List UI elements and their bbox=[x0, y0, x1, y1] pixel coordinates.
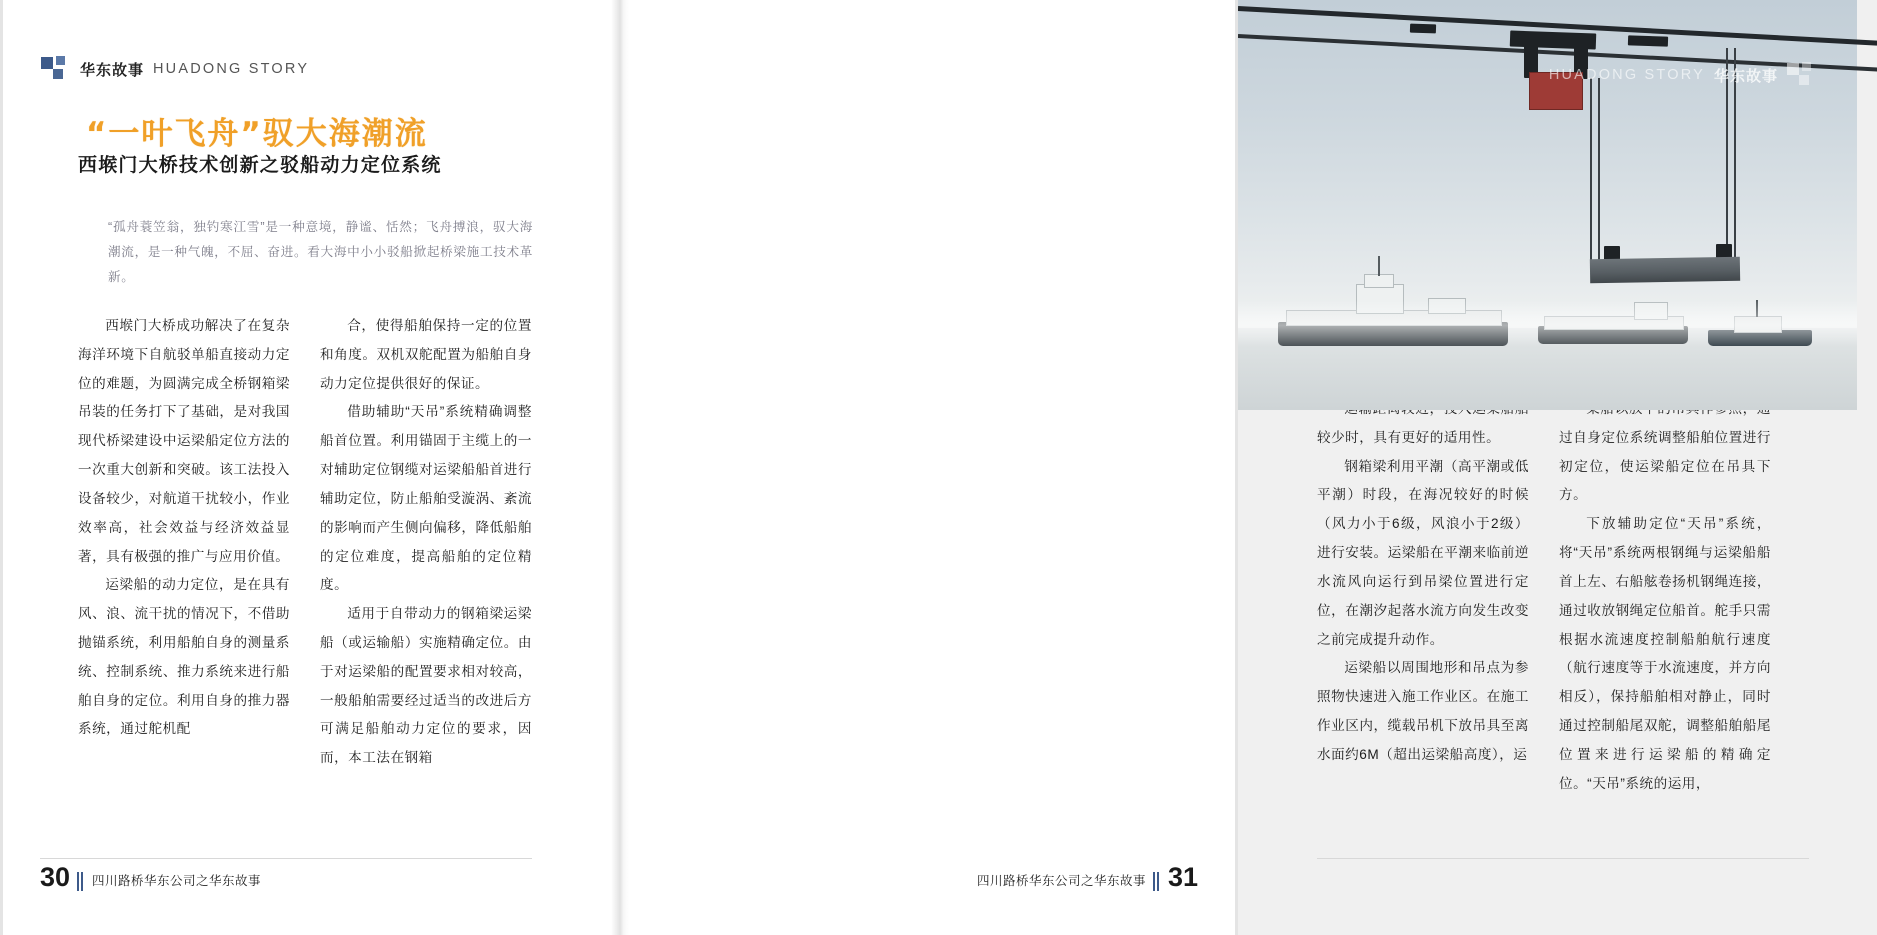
paragraph: 西堠门大桥成功解决了在复杂海洋环境下自航驳单船直接动力定位的难题，为圆满完成全桥钢箱梁吊装的任务打下了基础，是对我国现代桥梁建设中运梁船定位方法的一次重大创新和突破。该工法投入设备较少，对航道干扰较小，作业效率高，社会效益与经济效益显著，具有极强的推广与应用价值。 bbox=[78, 318, 290, 564]
kicker-chinese-label: 华东故事 bbox=[80, 61, 145, 79]
photo-horizon-haze bbox=[1238, 300, 1857, 346]
left-page bbox=[0, 0, 619, 935]
right-page-footer bbox=[977, 864, 1198, 891]
steel-box-girder-segment bbox=[1590, 257, 1740, 284]
lifting-rope-1 bbox=[1590, 78, 1592, 266]
footer-label: 四川路桥华东公司之华东故事 bbox=[976, 874, 1146, 888]
right-page-edge bbox=[1235, 0, 1238, 935]
paragraph: 合，使得船舶保持一定的位置和角度。双机双舵配置为船舶自身动力定位提供很好的保证。 bbox=[320, 318, 532, 391]
paragraph: 运梁船以周围地形和吊点为参照物快速进入施工作业区。在施工作业区内，缆载吊机下放吊具至离水面约6M（超出运梁船高度），运 bbox=[1317, 660, 1529, 762]
right-page-kicker bbox=[1549, 62, 1817, 88]
barge-bridge-cabin bbox=[1364, 274, 1394, 288]
footer-bars-icon bbox=[77, 872, 85, 891]
paragraph: 较少时，具有更好的适用性。 bbox=[1317, 429, 1501, 445]
article-headline: “一叶飞舟”驭大海潮流 bbox=[86, 116, 428, 152]
right-footer-divider bbox=[1317, 858, 1809, 859]
paragraph: 借助辅助“天吊”系统精确调整船首位置。利用锚固于主缆上的一对辅助定位钢缆对运梁船船首进行辅助定位，防止船舶受漩涡、紊流的影响而产生侧向偏移，降低船舶的定位难度，提高船舶的定位精度。 bbox=[320, 404, 532, 593]
page-number: 30 bbox=[40, 862, 71, 892]
squares-logo-icon bbox=[1787, 62, 1817, 88]
kicker-english-label: HUADONG STORY bbox=[1548, 67, 1705, 83]
footer-label: 四川路桥华东公司之华东故事 bbox=[92, 874, 262, 888]
cable-clamp bbox=[1628, 35, 1668, 46]
paragraph: 过自身定位系统调整船舶位置进行初定位，使运梁船定位在吊具下方。 bbox=[1559, 429, 1771, 503]
barge-mast bbox=[1378, 256, 1380, 276]
article-lead-paragraph: “孤舟蓑笠翁，独钓寒江雪”是一种意境，静谧、恬然；飞舟搏浪，驭大海潮流，是一种气魄，不屈、奋进。看大海中小小驳船掀起桥梁施工技术革新。 bbox=[108, 220, 533, 285]
body-column-1 bbox=[78, 312, 290, 744]
kicker-english-label: HUADONG STORY bbox=[153, 61, 310, 77]
right-page bbox=[619, 0, 1778, 935]
squares-logo-icon bbox=[41, 56, 71, 82]
left-page-edge bbox=[0, 0, 3, 935]
paragraph: 适用于自带动力的钢箱梁运梁船（或运输船）实施精确定位。由于对运梁船的配置要求相对较高，一般船舶需要经过适当的改进后方可满足船舶动力定位的要求，因而，本工法在钢箱 bbox=[320, 606, 532, 766]
paragraph: 钢箱梁利用平潮（高平潮或低平潮）时段，在海况较好的时候（风力小于6级，风浪小于2级）进行安装。运梁船在平潮来临前逆水流风向运行到吊梁位置进行定位，在潮汐起落水流方向发生改变之前完成提升动作。 bbox=[1317, 458, 1529, 647]
body-column-4 bbox=[1559, 395, 1771, 798]
body-column-3 bbox=[1317, 395, 1529, 770]
page-number: 31 bbox=[1167, 862, 1198, 892]
article-subheadline: 西堠门大桥技术创新之驳船动力定位系统 bbox=[78, 155, 442, 176]
body-column-2 bbox=[320, 312, 532, 773]
bridge-construction-photo bbox=[1238, 0, 1857, 410]
paragraph: 运梁船的动力定位，是在具有风、浪、流干扰的情况下，不借助抛锚系统，利用船舶自身的测量系统、控制系统、推力系统来进行船舶自身的定位。利用自身的推力器系统，通过舵机配 bbox=[78, 577, 290, 737]
left-footer-divider bbox=[40, 858, 532, 859]
left-page-footer bbox=[40, 864, 261, 891]
paragraph: 下放辅助定位“天吊”系统，将“天吊”系统两根钢绳与运梁船船首上左、右船舷卷扬机钢绳连接，通过收放钢绳定位船首。舵手只需根据水流速度控制船舶航行速度（航行速度等于水流速度，并方向相反），保持船舶相对静止，同时通过控制船尾双舵，调整船舶船尾位置来进行运梁船的精确定位。“天吊”系统的运用， bbox=[1559, 516, 1771, 791]
left-page-kicker bbox=[41, 56, 309, 82]
kicker-chinese-label: 华东故事 bbox=[1713, 67, 1778, 85]
lifting-rope-2 bbox=[1598, 78, 1600, 264]
cable-clamp-secondary bbox=[1410, 24, 1436, 34]
footer-bars-icon bbox=[1153, 872, 1161, 891]
